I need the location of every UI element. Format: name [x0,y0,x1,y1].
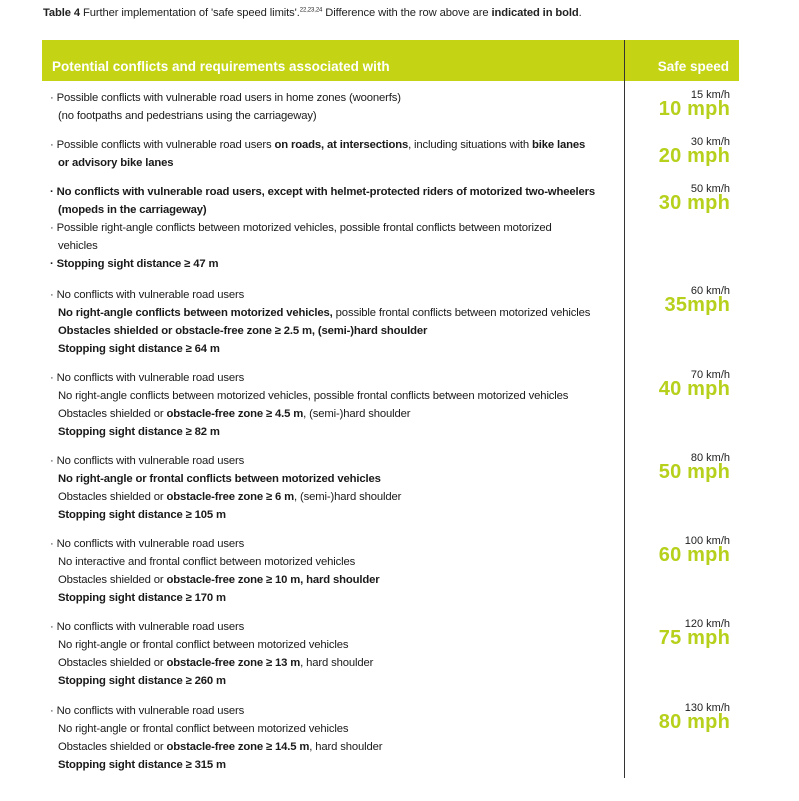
row-text-line [50,756,620,774]
row-text-line [50,488,620,506]
row-text-line [50,405,620,423]
bold-text: or advisory bike lanes [58,157,174,169]
bold-text: No right-angle or frontal conflicts between motorized vehicles [58,473,381,485]
bold-text: Stopping sight distance ≥ 82 m [58,426,220,438]
caption-text-mid: Difference with the row above are [322,7,492,19]
bold-text: on roads, at intersections [274,139,409,151]
text-segment: vehicles [58,240,98,252]
row-text-line [50,286,620,304]
speed-mph: 75 mph [658,627,730,649]
row-text-line [50,237,620,255]
table-row [50,286,620,358]
row-text-line [50,136,620,154]
row-text-line [50,322,620,340]
row-text-line [50,535,620,553]
text-segment: No right-angle or frontal conflict between motorized vehicles [58,639,349,651]
speed-mph: 30 mph [658,192,730,214]
bold-text: · No conflicts with vulnerable road users, except with helmet-protected riders of motorized two-wheelers [50,186,595,198]
text-segment: Obstacles shielded or [58,741,167,753]
row-text-line [50,636,620,654]
text-segment: No right-angle or frontal conflict between motorized vehicles [58,723,349,735]
bold-text: Stopping sight distance ≥ 64 m [58,343,220,355]
bold-text: No right-angle conflicts between motorized vehicles, [58,307,333,319]
text-segment: · No conflicts with vulnerable road users [50,538,245,550]
speed-kmh: 30 km/h [690,136,730,148]
text-segment: · No conflicts with vulnerable road users [50,705,245,717]
safe-speed-cell [630,618,730,654]
safe-speed-cell [630,136,730,172]
bold-text: obstacle-free zone ≥ 14.5 m [166,741,310,753]
speed-kmh: 70 km/h [690,369,730,381]
text-segment: No interactive and frontal conflict between motorized vehicles [58,556,356,568]
speed-kmh: 130 km/h [684,702,730,714]
row-text-line [50,340,620,358]
bold-text: obstacle-free zone ≥ 10 m, hard shoulder [166,574,380,586]
row-text-line [50,553,620,571]
text-segment: · No conflicts with vulnerable road users [50,289,245,301]
text-segment: , hard shoulder [309,741,383,753]
row-text-line [50,255,620,273]
header-safe-speed-label: Safe speed [657,59,729,74]
caption-refs: 22,23,24 [299,7,323,14]
row-text-line [50,369,620,387]
row-text-line [50,219,620,237]
bold-text: obstacle-free zone ≥ 4.5 m [166,408,304,420]
speed-kmh: 100 km/h [684,535,730,547]
speed-mph: 20 mph [658,145,730,167]
row-text-line [50,672,620,690]
speed-kmh: 60 km/h [690,285,730,297]
row-text-line [50,387,620,405]
table-row [50,618,620,690]
bold-text: (mopeds in the carriageway) [58,204,207,216]
text-segment: · No conflicts with vulnerable road users [50,621,245,633]
text-segment: · No conflicts with vulnerable road users [50,455,245,467]
row-text-line [50,107,620,125]
speed-kmh: 80 km/h [690,452,730,464]
bold-text: Stopping sight distance ≥ 260 m [58,675,226,687]
safe-speed-cell [630,702,730,738]
column-divider [624,40,625,778]
row-text-line [50,452,620,470]
safe-speed-cell [630,452,730,488]
bold-text: obstacle-free zone ≥ 6 m [166,491,295,503]
row-text-line [50,720,620,738]
text-segment: (no footpaths and pedestrians using the carriageway) [58,110,317,122]
text-segment: possible frontal conflicts between motorized vehicles [332,307,591,319]
table-row [50,136,620,172]
text-segment: · Possible conflicts with vulnerable road users [50,139,275,151]
speed-mph: 80 mph [658,711,730,733]
caption-bold-phrase: indicated in bold [491,7,579,19]
row-text-line [50,201,620,219]
table-row [50,369,620,441]
speed-mph: 10 mph [658,98,730,120]
row-text-line [50,589,620,607]
caption-table-label: Table 4 [43,7,81,19]
safe-speed-cell [630,369,730,405]
text-segment: , hard shoulder [300,657,374,669]
text-segment: , (semi-)hard shoulder [294,491,402,503]
safe-speed-cell [630,89,730,125]
safe-speed-cell [630,535,730,571]
row-text-line [50,506,620,524]
text-segment: No right-angle conflicts between motorized vehicles, possible frontal conflicts between motorized vehicles [58,390,569,402]
text-segment: Obstacles shielded or [58,574,167,586]
speed-kmh: 50 km/h [690,183,730,195]
table-row [50,89,620,125]
table-caption [43,7,582,19]
row-text-line [50,154,620,172]
table-header [42,40,739,81]
row-text-line [50,654,620,672]
text-segment: Obstacles shielded or [58,408,167,420]
row-text-line [50,183,620,201]
row-text-line [50,618,620,636]
safe-speed-cell [630,183,730,219]
speed-mph: 50 mph [658,461,730,483]
row-text-line [50,304,620,322]
header-conflicts-label: Potential conflicts and requirements associated with [52,59,390,74]
text-segment: · No conflicts with vulnerable road users [50,372,245,384]
table-row [50,702,620,774]
table-row [50,183,620,273]
bold-text: bike lanes [531,139,586,151]
bold-text: Obstacles shielded or obstacle-free zone ≥ 2.5 m, (semi-)hard shoulder [58,325,428,337]
caption-text-end: . [578,7,582,19]
caption-text-before: Further implementation of 'safe speed limits'. [80,7,300,19]
text-segment: , (semi-)hard shoulder [303,408,411,420]
row-text-line [50,702,620,720]
text-segment: Obstacles shielded or [58,491,167,503]
row-text-line [50,423,620,441]
bold-text: obstacle-free zone ≥ 13 m [166,657,301,669]
row-text-line [50,738,620,756]
row-text-line [50,89,620,107]
speed-kmh: 15 km/h [690,89,730,101]
bold-text: Stopping sight distance ≥ 315 m [58,759,226,771]
safe-speed-cell [630,285,730,321]
bold-text: Stopping sight distance ≥ 170 m [58,592,226,604]
text-segment: Obstacles shielded or [58,657,167,669]
text-segment: · Possible conflicts with vulnerable road users in home zones (woonerfs) [50,92,401,104]
table-row [50,452,620,524]
bold-text: · Stopping sight distance ≥ 47 m [50,258,219,270]
text-segment: · Possible right-angle conflicts between motorized vehicles, possible frontal conflicts between motorized [50,222,552,234]
text-segment: , including situations with [408,139,532,151]
bold-text: Stopping sight distance ≥ 105 m [58,509,226,521]
speed-kmh: 120 km/h [684,618,730,630]
row-text-line [50,470,620,488]
speed-mph: 35mph [664,294,730,316]
speed-mph: 40 mph [658,378,730,400]
row-text-line [50,571,620,589]
table-row [50,535,620,607]
speed-mph: 60 mph [658,544,730,566]
